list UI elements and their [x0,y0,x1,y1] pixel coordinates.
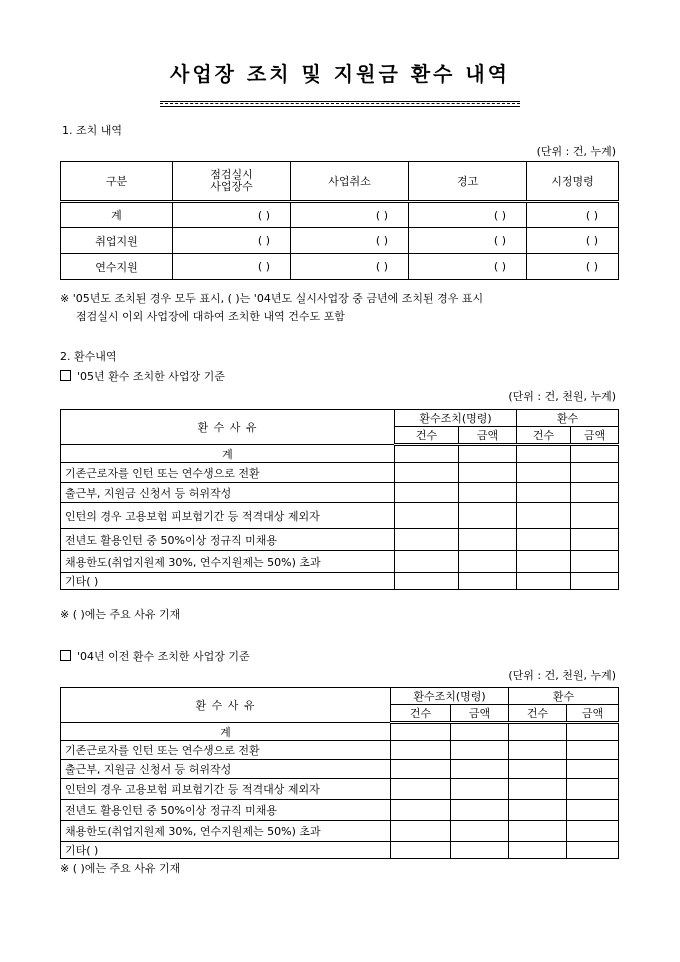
cell: ( ) [173,228,291,254]
sub1-note: ※ ( )에는 주요 사유 기재 [60,608,181,621]
table-row [61,463,619,483]
table-row [61,483,619,503]
sub2-note: ※ ( )에는 주요 사유 기재 [60,862,181,875]
checkbox-icon [60,650,71,661]
header-refund: 환수 [509,688,619,705]
header-refund-order: 환수조치(명령) [391,688,509,705]
table-row [61,723,619,741]
row-label: 취업지원 [61,228,173,254]
cell: ( ) [409,202,527,228]
row-label: 인턴의 경우 고용보험 피보험기간 등 적격대상 제외자 [61,779,391,800]
sub2-title [60,648,250,664]
table-row [61,254,619,280]
title-underline [160,101,520,107]
table-row [61,503,619,529]
section1-note-2: 점검실시 이외 사업장에 대하여 조치한 내역 건수도 포함 [76,310,345,323]
row-label: 기존근로자를 인턴 또는 연수생으로 전환 [61,463,395,483]
row-label: 출근부, 지원금 신청서 등 허위작성 [61,760,391,779]
cell: ( ) [291,202,409,228]
row-label: 전년도 활용인턴 중 50%이상 정규직 미채용 [61,800,391,821]
row-label: 연수지원 [61,254,173,280]
cell: ( ) [291,228,409,254]
header-count: 건수 [509,705,567,723]
row-label: 전년도 활용인턴 중 50%이상 정규직 미채용 [61,529,395,551]
cell: ( ) [291,254,409,280]
sub2-unit: (단위 : 건, 천원, 누계) [508,669,616,682]
sub2-title-text: '04년 이전 환수 조치한 사업장 기준 [77,650,250,663]
header-inspected: 점검실시 사업장수 [173,162,291,202]
header-amount: 금액 [571,427,619,445]
header-refund: 환수 [517,410,619,427]
table-row [61,445,619,463]
table-row [61,551,619,573]
refund-table-2005 [60,409,619,590]
header-count: 건수 [517,427,571,445]
table-row [61,821,619,842]
row-label: 기타( ) [61,573,395,590]
header-amount: 금액 [459,427,517,445]
header-amount: 금액 [567,705,619,723]
header-amount: 금액 [451,705,509,723]
row-label: 계 [61,723,391,741]
refund-table-2004 [60,687,619,859]
sub1-unit: (단위 : 건, 천원, 누계) [508,390,616,403]
table-row [61,228,619,254]
row-label: 기타( ) [61,842,391,859]
section1-heading: 1. 조치 내역 [62,124,122,137]
cell: ( ) [527,202,619,228]
section2-heading: 2. 환수내역 [60,350,117,363]
table-row [61,573,619,590]
action-table [60,161,619,280]
cell: ( ) [527,254,619,280]
header-warning: 경고 [409,162,527,202]
header-correction: 시정명령 [527,162,619,202]
cell: ( ) [173,202,291,228]
table-row [61,800,619,821]
header-cancel: 사업취소 [291,162,409,202]
row-label: 계 [61,202,173,228]
sub1-title [60,368,225,384]
cell: ( ) [409,254,527,280]
header-category: 구분 [61,162,173,202]
header-reason: 환 수 사 유 [61,410,395,445]
cell: ( ) [409,228,527,254]
row-label: 출근부, 지원금 신청서 등 허위작성 [61,483,395,503]
row-label: 채용한도(취업지원제 30%, 연수지원제는 50%) 초과 [61,551,395,573]
cell: ( ) [527,228,619,254]
header-count: 건수 [391,705,451,723]
section1-note-1: ※ '05년도 조치된 경우 모두 표시, ( )는 '04년도 실시사업장 중 금년에 조치된 경우 표시 [60,292,484,305]
header-reason: 환 수 사 유 [61,688,391,723]
header-count: 건수 [395,427,459,445]
row-label: 기존근로자를 인턴 또는 연수생으로 전환 [61,741,391,760]
table-row [61,741,619,760]
table-row [61,202,619,228]
page-title: 사업장 조치 및 지원금 환수 내역 [170,62,510,86]
table-row [61,842,619,859]
cell: ( ) [173,254,291,280]
row-label: 인턴의 경우 고용보험 피보험기간 등 적격대상 제외자 [61,503,395,529]
row-label: 계 [61,445,395,463]
table-row [61,760,619,779]
row-label: 채용한도(취업지원제 30%, 연수지원제는 50%) 초과 [61,821,391,842]
section1-unit: (단위 : 건, 누계) [536,145,616,158]
table-row [61,529,619,551]
header-refund-order: 환수조치(명령) [395,410,517,427]
table-row [61,779,619,800]
sub1-title-text: '05년 환수 조치한 사업장 기준 [77,370,225,383]
checkbox-icon [60,370,71,381]
